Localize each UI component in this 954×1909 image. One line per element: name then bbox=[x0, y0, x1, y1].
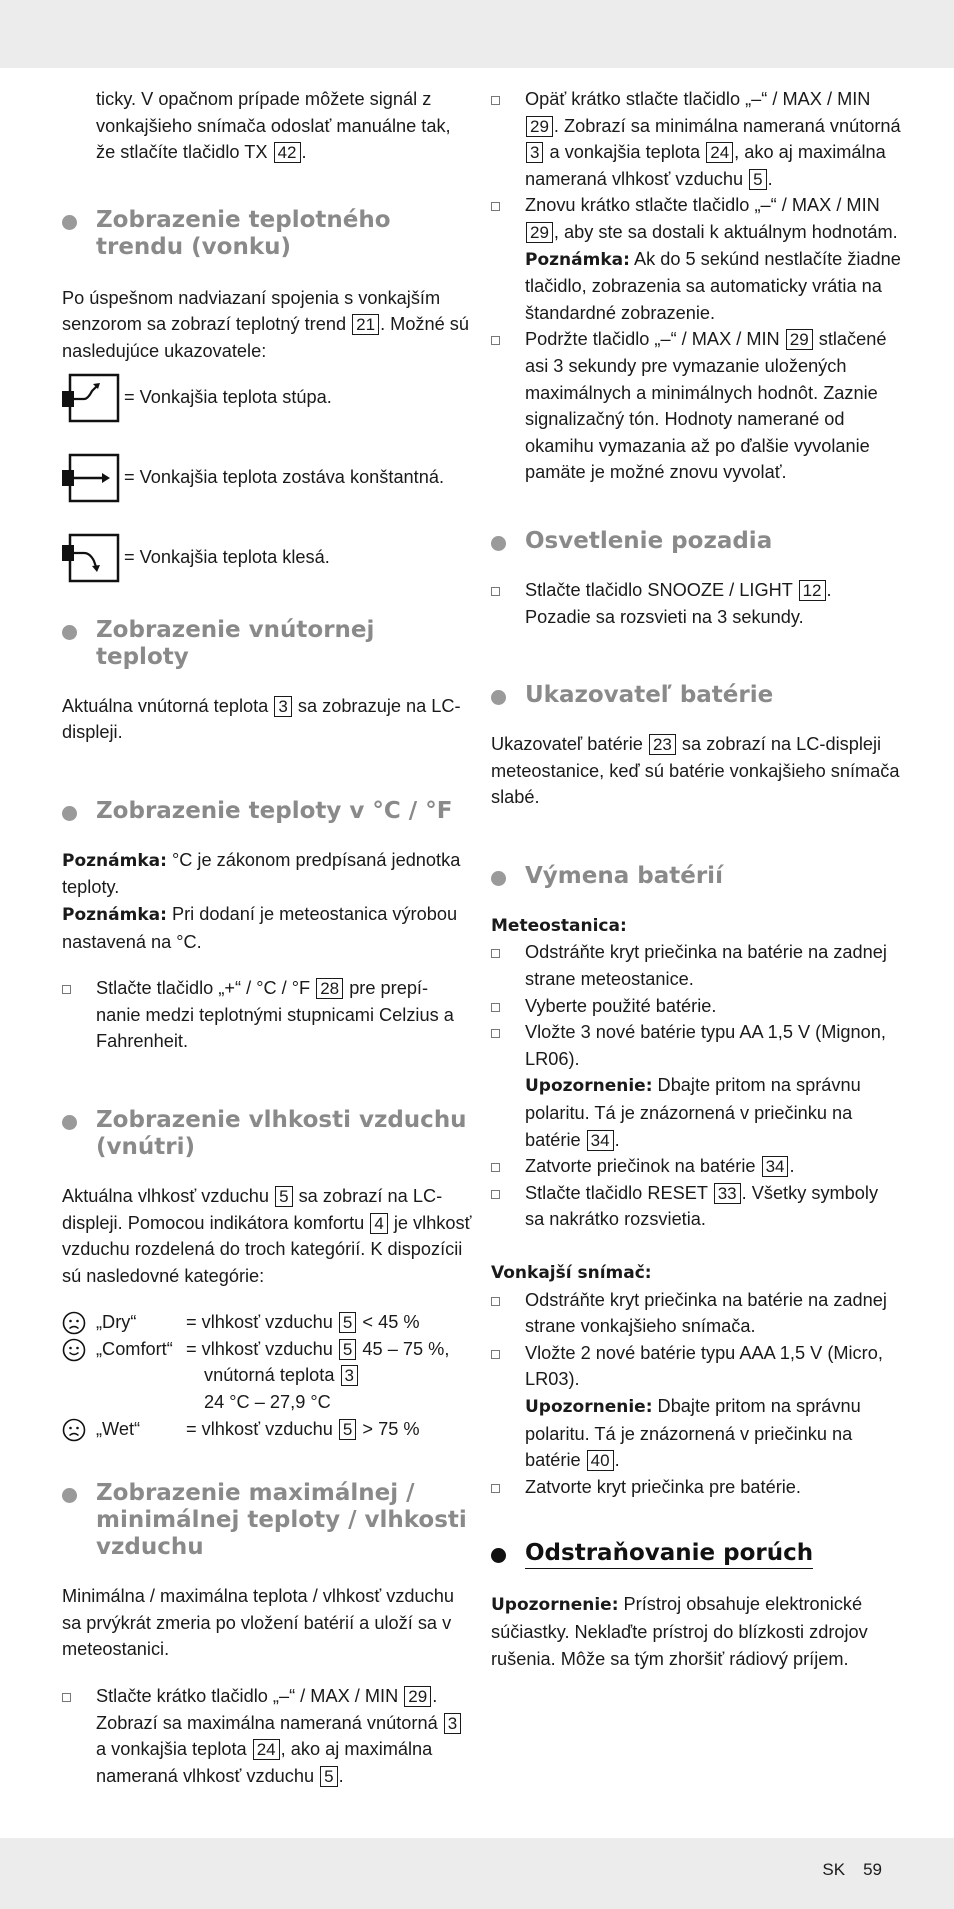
section-heading-backlight: Osvetlenie pozadia bbox=[491, 528, 901, 555]
units-note-2: Poznámka: Pri dodaní je meteostanica výrobou nastavená na °C. bbox=[62, 903, 458, 952]
ref-number: 40 bbox=[587, 1450, 614, 1471]
ref-number: 24 bbox=[253, 1739, 280, 1760]
list-item: Podržte tlačidlo „–“ / MAX / MIN 29 stlačené asi 3 sekundy pre vymazanie uložených maximálnych a minimálnych hodnôt. Zaznie signalizačný tón. Hodnoty namerané od okamihu vymazania až po ďalšie vyvolanie pamäte je možné znovu vyvolať. bbox=[491, 326, 901, 486]
list-item: Stlačte tlačidlo RESET 33 . Všetky symboly sa nakrátko rozsvietia. bbox=[491, 1180, 901, 1233]
top-band bbox=[0, 0, 954, 68]
trend-row-up: = Vonkajšia teplota stúpa. bbox=[62, 373, 472, 423]
trend-text: Po úspešnom nadviazaní spojenia s vonkajším senzorom sa zobrazí teplotný trend 21 . Možné sú nasledujúce ukazovatele: bbox=[62, 287, 470, 361]
ref-number: 3 bbox=[341, 1365, 358, 1386]
section-heading-units: Zobrazenie teploty v °C / °F bbox=[62, 798, 472, 825]
ref-number: 4 bbox=[370, 1213, 387, 1234]
maxmin-steps-continued bbox=[491, 86, 901, 486]
ref-number: 5 bbox=[320, 1766, 337, 1787]
trend-steady-icon bbox=[62, 453, 120, 503]
comfort-range: 24 °C – 27,9 °C bbox=[204, 1392, 331, 1413]
ref-number: 5 bbox=[339, 1312, 356, 1333]
section-heading-battery-change: Výmena batérií bbox=[491, 863, 901, 890]
page-footer bbox=[822, 1860, 882, 1880]
section-heading-indoor: Zobrazenie vnútornej teploty bbox=[62, 617, 472, 671]
section-heading-troubleshoot: Odstraňovanie porúch bbox=[491, 1540, 901, 1567]
right-column bbox=[491, 86, 901, 1672]
happy-face-icon bbox=[62, 1338, 86, 1362]
sad-face-icon bbox=[62, 1418, 86, 1442]
ref-number: 5 bbox=[339, 1339, 356, 1360]
section-heading-trend: Zobrazenie teplotného trendu (vonku) bbox=[62, 207, 472, 261]
list-item: Zatvorte kryt priečinka pre batérie. bbox=[491, 1474, 901, 1501]
ref-number: 3 bbox=[526, 142, 543, 163]
ref-number: 3 bbox=[274, 696, 291, 717]
ref-number: 33 bbox=[714, 1183, 741, 1204]
list-item: Zatvorte priečinok na batérie 34 . bbox=[491, 1153, 901, 1180]
trend-up-icon bbox=[62, 373, 120, 423]
ref-number: 29 bbox=[526, 116, 553, 137]
list-item: Znovu krátko stlačte tlačidlo „–“ / MAX / MIN 29 , aby ste sa dostali k aktuálnym hodnotám. Poznámka: Ak do 5 sekúnd nestlačíte žiadne tlačidlo, zobrazenia sa automaticky vrátia na štandardné zobrazenie. bbox=[491, 192, 901, 326]
page-number: 59 bbox=[863, 1860, 882, 1879]
station-label: Meteostanica: bbox=[491, 915, 627, 936]
footer-lang: SK bbox=[822, 1860, 846, 1879]
battery-indicator-text: Ukazovateľ batérie 23 sa zobrazí na LC-displeji meteostanice, keď sú batérie vonkajšieho snímača slabé. bbox=[491, 734, 900, 808]
ref-number: 34 bbox=[762, 1156, 789, 1177]
comfort-row-comfort: „Comfort“ = vlhkosť vzduchu 5 45 – 75 %, bbox=[62, 1336, 472, 1363]
troubleshoot-text: Upozornenie: Prístroj obsahuje elektronické súčiastky. Neklaďte prístroj do blízkosti zdrojov rušenia. Môže sa tým zhoršiť rádiový príjem. bbox=[491, 1594, 868, 1669]
backlight-steps bbox=[491, 577, 901, 630]
ref-number: 29 bbox=[404, 1686, 431, 1707]
units-steps bbox=[62, 975, 472, 1055]
sensor-label: Vonkajší snímač: bbox=[491, 1263, 652, 1283]
ref-number: 29 bbox=[526, 222, 553, 243]
list-item: Stlačte tlačidlo „+“ / °C / °F 28 pre prepí-nanie medzi teplotnými stupnicami Celzius a Fahrenheit. bbox=[62, 975, 472, 1055]
humidity-text: Aktuálna vlhkosť vzduchu 5 sa zobrazí na LC-displeji. Pomocou indikátora komfortu 4 je vlhkosť vzduchu rozdelená do troch kategórií. K dispozícii sú nasledovné kategórie: bbox=[62, 1185, 472, 1286]
ref-number: 12 bbox=[799, 580, 826, 601]
ref-number: 34 bbox=[587, 1130, 614, 1151]
ref-number: 3 bbox=[444, 1713, 461, 1734]
ref-number: 23 bbox=[649, 734, 676, 755]
list-item: Vyberte použité batérie. bbox=[491, 993, 901, 1020]
ref-number: 5 bbox=[339, 1419, 356, 1440]
comfort-row-wet: „Wet“ = vlhkosť vzduchu 5 > 75 % bbox=[62, 1416, 472, 1443]
sensor-steps bbox=[491, 1287, 901, 1501]
units-note-1: Poznámka: °C je zákonom predpísaná jednotka teploty. bbox=[62, 849, 461, 898]
section-heading-battery-indicator: Ukazovateľ batérie bbox=[491, 682, 901, 709]
station-steps bbox=[491, 939, 901, 1233]
trend-down-icon bbox=[62, 533, 120, 583]
left-column bbox=[62, 86, 472, 1789]
ref-number: 29 bbox=[786, 329, 813, 350]
ref-number: 42 bbox=[274, 142, 301, 163]
ref-number: 5 bbox=[749, 169, 766, 190]
section-heading-humidity: Zobrazenie vlhkosti vzduchu (vnútri) bbox=[62, 1107, 472, 1161]
list-item: Vložte 3 nové batérie typu AA 1,5 V (Mignon, LR06). Upozornenie: Dbajte pritom na správnu polaritu. Tá je znázornená v priečinku na batérie 34 . bbox=[491, 1019, 901, 1153]
section-heading-maxmin: Zobrazenie maximálnej / minimálnej teploty / vlhkosti vzduchu bbox=[62, 1480, 472, 1561]
trend-row-steady: = Vonkajšia teplota zostáva konštantná. bbox=[62, 453, 472, 503]
list-item: Stlačte tlačidlo SNOOZE / LIGHT 12 . Pozadie sa rozsvieti na 3 sekundy. bbox=[491, 577, 901, 630]
intro-text: ticky. V opačnom prípade môžete signál z vonkajšieho snímača odoslať manuálne tak, že stlačíte tlačidlo TX 42 . bbox=[96, 89, 451, 163]
list-item: Odstráňte kryt priečinka na batérie na zadnej strane vonkajšieho snímača. bbox=[491, 1287, 901, 1340]
indoor-text: Aktuálna vnútorná teplota 3 sa zobrazuje na LC-displeji. bbox=[62, 695, 461, 743]
maxmin-steps bbox=[62, 1683, 472, 1789]
list-item: Stlačte krátko tlačidlo „–“ / MAX / MIN 29 . Zobrazí sa maximálna nameraná vnútorná 3 a vonkajšia teplota 24 , ako aj maximálna nameraná vlhkosť vzduchu 5 . bbox=[62, 1683, 472, 1789]
maxmin-text: Minimálna / maximálna teplota / vlhkosť vzduchu sa prvýkrát zmeria po vložení batérií a uloží sa v meteostanici. bbox=[62, 1586, 454, 1660]
ref-number: 5 bbox=[275, 1186, 292, 1207]
ref-number: 21 bbox=[352, 314, 379, 335]
list-item: Opäť krátko stlačte tlačidlo „–“ / MAX / MIN 29 . Zobrazí sa minimálna nameraná vnútorná 3 a vonkajšia teplota 24 , ako aj maximálna nameraná vlhkosť vzduchu 5 . bbox=[491, 86, 901, 192]
ref-number: 28 bbox=[316, 978, 343, 999]
comfort-continuation: vnútorná teplota 3 bbox=[62, 1362, 472, 1389]
sad-face-icon bbox=[62, 1311, 86, 1335]
ref-number: 24 bbox=[706, 142, 733, 163]
trend-row-down: = Vonkajšia teplota klesá. bbox=[62, 533, 472, 583]
bottom-band bbox=[0, 1838, 954, 1909]
list-item: Odstráňte kryt priečinka na batérie na zadnej strane meteostanice. bbox=[491, 939, 901, 992]
list-item: Vložte 2 nové batérie typu AAA 1,5 V (Micro, LR03). Upozornenie: Dbajte pritom na správnu polaritu. Tá je znázornená v priečinku na batérie 40 . bbox=[491, 1340, 901, 1474]
comfort-row-dry: „Dry“ = vlhkosť vzduchu 5 < 45 % bbox=[62, 1309, 472, 1336]
